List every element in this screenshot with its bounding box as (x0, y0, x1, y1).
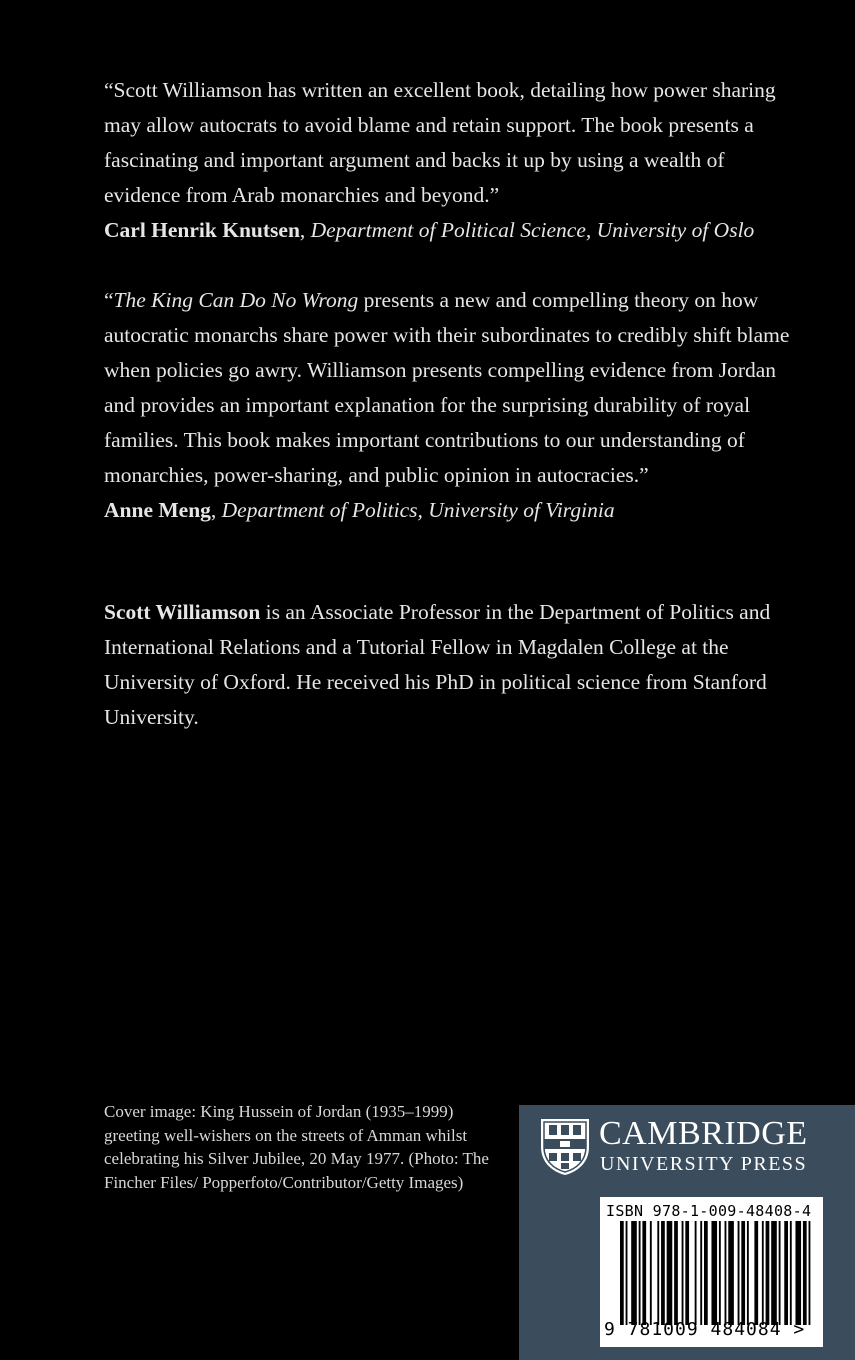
isbn-barcode (600, 1197, 823, 1347)
barcode-bar (626, 1221, 628, 1325)
bio-name: Scott Williamson (104, 600, 261, 624)
quote-body: presents a new and compelling theory on how autocratic monarchs share power with their subordinates to credibly shift blame when policies go awry. Williamson presents compelling evidence from Jordan and provides an important explanation for the surprising durability of royal families. This book makes important contributions to our understanding of monarchies, power-sharing, and public opinion in autocracies.” (104, 288, 790, 487)
barcode-bars (620, 1221, 816, 1325)
book-title: The King Can Do No Wrong (113, 288, 359, 312)
quote-anne-meng (104, 283, 794, 528)
barcode-bar (631, 1221, 637, 1325)
bio-text (104, 595, 794, 735)
barcode-bar (779, 1221, 781, 1325)
cambridge-shield-icon (539, 1117, 591, 1177)
isbn-label: ISBN 978-1-009-48408-4 (606, 1202, 812, 1220)
barcode-bar (642, 1221, 646, 1325)
quote-text (104, 283, 794, 493)
barcode-digits: 9 781009 484084 > (604, 1319, 806, 1340)
barcode-bar (784, 1221, 788, 1325)
barcode-bar (747, 1221, 749, 1325)
cover-image-credit: Cover image: King Hussein of Jordan (1935–1999) greeting well-wishers on the streets of Amman whilst celebrating his Silver Jubilee, 20 May 1977. (Photo: The Fincher Files/ Popperfoto/Contributor/Getty Images) (104, 1102, 489, 1192)
quote-attribution: Anne Meng, Department of Politics, University of Virginia (104, 498, 615, 522)
quote-affiliation: Department of Political Science, University of Oslo (310, 218, 755, 242)
quote-text: “Scott Williamson has written an excellent book, detailing how power sharing may allow autocrats to avoid blame and retain support. The book presents a fascinating and important argument and backs it up by using a wealth of evidence from Arab monarchies and beyond.” (104, 78, 776, 207)
barcode-bar (795, 1221, 801, 1325)
barcode-bar (803, 1221, 807, 1325)
quote-affiliation: Department of Politics, University of Virginia (221, 498, 615, 522)
barcode-bar (719, 1221, 721, 1325)
quote-attribution: Carl Henrik Knutsen, Department of Political Science, University of Oslo (104, 218, 755, 242)
barcode-bar (766, 1221, 770, 1325)
barcode-bar (657, 1221, 659, 1325)
publisher-subtitle: UNIVERSITY PRESS (600, 1153, 808, 1175)
publisher-name: CAMBRIDGE (599, 1115, 808, 1152)
barcode-bar (685, 1221, 689, 1325)
quote-author: Carl Henrik Knutsen (104, 218, 300, 242)
quote-author: Anne Meng (104, 498, 211, 522)
barcode-bar (754, 1221, 758, 1325)
barcode-bar (674, 1221, 678, 1325)
author-bio (104, 595, 794, 735)
barcode-bar (711, 1221, 717, 1325)
barcode-bar (738, 1221, 740, 1325)
publisher-panel (519, 1105, 855, 1360)
barcode-bar (695, 1221, 697, 1325)
barcode-bar (650, 1221, 652, 1325)
barcode-bar (700, 1221, 702, 1325)
bio-body: is an Associate Professor in the Department of Politics and International Relations and a Tutorial Fellow in Magdalen College at the University of Oxford. He received his PhD in political science from Stanford University. (104, 600, 771, 729)
barcode-bar (725, 1221, 727, 1325)
barcode-bar (682, 1221, 684, 1325)
barcode-bar (704, 1221, 708, 1325)
barcode-bar (661, 1221, 665, 1325)
barcode-bar (639, 1221, 641, 1325)
barcode-bar (620, 1221, 624, 1325)
barcode-bar (771, 1221, 777, 1325)
barcode-bar (728, 1221, 734, 1325)
barcode-bar (790, 1221, 792, 1325)
barcode-bar (762, 1221, 764, 1325)
barcode-bar (741, 1221, 745, 1325)
barcode-bar (667, 1221, 673, 1325)
quote-open-mark: “ (104, 288, 114, 312)
barcode-bar (809, 1221, 811, 1325)
quote-carl-henrik-knutsen (104, 73, 794, 248)
